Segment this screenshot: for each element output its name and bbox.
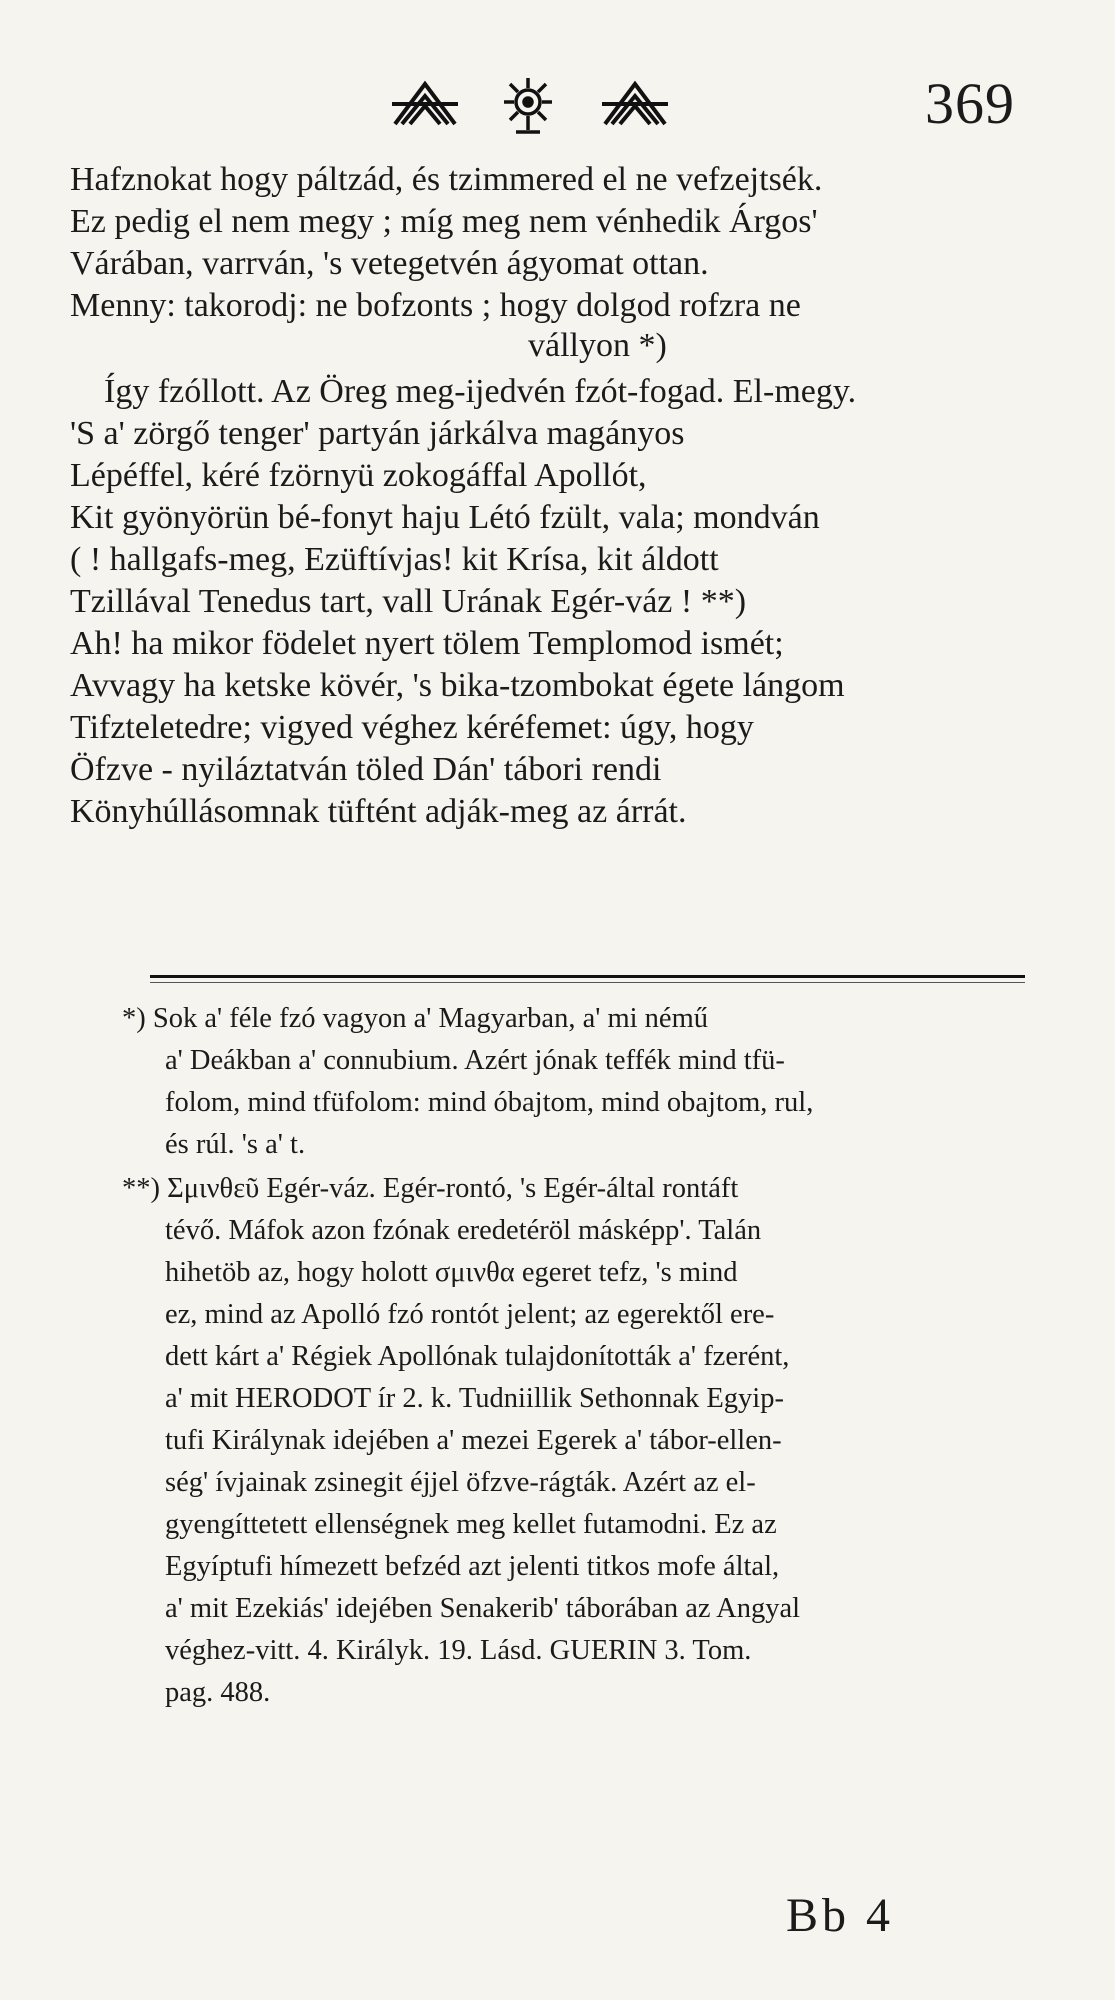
verse-line: Öfzve - nyiláztatván töled Dán' tábori rendi <box>70 751 662 788</box>
verse-line: Menny: takorodj: ne bofzonts ; hogy dolgod rofzra ne <box>70 287 801 324</box>
verse-line-continuation: vállyon *) <box>528 327 667 364</box>
verse-line: 'S a' zörgő tenger' partyán járkálva magányos <box>70 415 685 452</box>
verse-line: Ah! ha mikor födelet nyert tölem Templomod ismét; <box>70 625 784 662</box>
footnote-line: a' Deákban a' connubium. Azért jónak teffék mind tfü- <box>165 1045 785 1076</box>
footnote-line: ez, mind az Apolló fzó rontót jelent; az egerektől ere- <box>165 1299 775 1330</box>
verse-line: ( ! hallgafs-meg, Ezüftívjas! kit Krísa, kit áldott <box>70 541 719 578</box>
footnote-line: véghez-vitt. 4. Királyk. 19. Lásd. GUERIN 3. Tom. <box>165 1635 752 1666</box>
grass-ornament-icon <box>600 74 670 134</box>
verse-line: Lépéffel, kéré fzörnyü zokogáffal Apollót, <box>70 457 647 494</box>
verse-line: Könyhúllásomnak tüftént adják-meg az árrát. <box>70 793 687 830</box>
footnote-line: ség' ívjainak zsinegit éjjel öfzve-rágták. Azért az el- <box>165 1467 756 1498</box>
page-header <box>390 74 690 144</box>
verse-line: Avvagy ha ketske kövér, 's bika-tzombokat égete lángom <box>70 667 845 704</box>
footnote-line: gyengíttetett ellenségnek meg kellet futamodni. Ez az <box>165 1509 777 1540</box>
footnote-line: folom, mind tfüfolom: mind óbajtom, mind obajtom, rul, <box>165 1087 814 1118</box>
verse-line: Tzillával Tenedus tart, vall Urának Egér-váz ! **) <box>70 583 747 620</box>
footnote-separator <box>150 975 1025 978</box>
footnote-line: a' mit Ezekiás' idejében Senakerib' táborában az Angyal <box>165 1593 801 1624</box>
footnote-line: és rúl. 's a' t. <box>165 1129 306 1160</box>
verse-line: Hafznokat hogy páltzád, és tzimmered el ne vefzejtsék. <box>70 161 823 198</box>
signature-mark: Bb 4 <box>786 1889 895 1942</box>
footnote-line: *) Sok a' féle fzó vagyon a' Magyarban, a' mi némű <box>122 1003 709 1034</box>
footnote-line: a' mit HERODOT ír 2. k. Tudniillik Sethonnak Egyip- <box>165 1383 784 1414</box>
flower-ornament-icon <box>498 74 558 136</box>
verse-line: Tifzteletedre; vigyed véghez kéréfemet: úgy, hogy <box>70 709 754 746</box>
footnote-line: **) Σμινθεῦ Egér-váz. Egér-rontó, 's Egér-által rontáft <box>122 1173 739 1204</box>
page-number: 369 <box>925 71 1015 136</box>
footnote-line: tévő. Máfok azon fzónak eredetéröl másképp'. Talán <box>165 1215 762 1246</box>
verse-line: Kit gyönyörün bé-fonyt haju Létó fzült, vala; mondván <box>70 499 820 536</box>
grass-ornament-icon <box>390 74 460 134</box>
footnote-line: pag. 488. <box>165 1677 271 1708</box>
footnote-line: tufi Királynak idejében a' mezei Egerek a' tábor-ellen- <box>165 1425 782 1456</box>
verse-line: Ez pedig el nem megy ; míg meg nem vénhedik Árgos' <box>70 203 818 240</box>
footnote-line: hihetöb az, hogy holott σμινθα egeret tefz, 's mind <box>165 1257 738 1288</box>
footnote-line: Egyíptufi hímezett befzéd azt jelenti titkos mofe által, <box>165 1551 780 1582</box>
footnote-separator-thin <box>150 982 1025 983</box>
verse-line: Várában, varrván, 's vetegetvén ágyomat ottan. <box>70 245 709 282</box>
verse-line: Így fzóllott. Az Öreg meg-ijedvén fzót-fogad. El-megy. <box>104 373 857 410</box>
footnote-line: dett kárt a' Régiek Apollónak tulajdonították a' fzerént, <box>165 1341 790 1372</box>
